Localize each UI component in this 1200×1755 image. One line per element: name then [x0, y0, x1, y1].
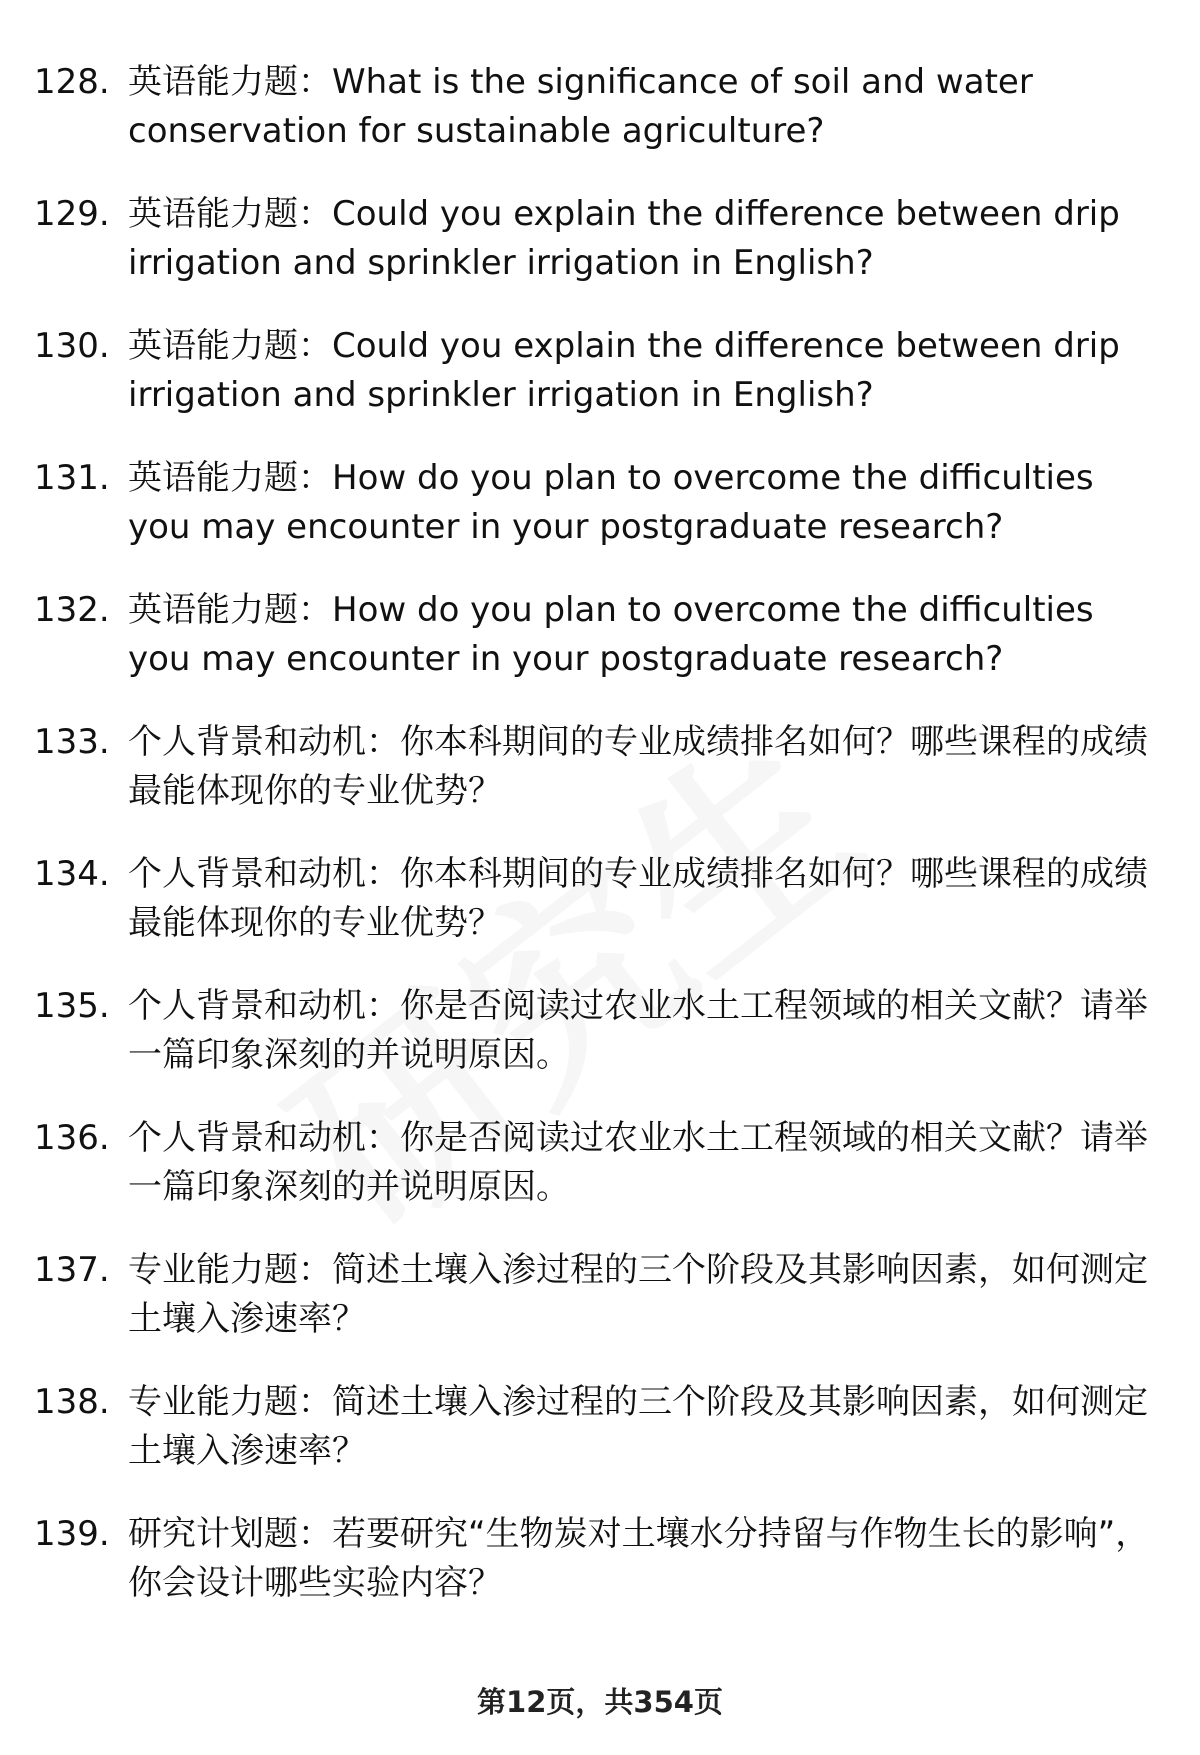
question-list — [34, 58, 1164, 1642]
question-text: 英语能力题：Could you explain the difference between drip irrigation and sprinkler irrigation in English? — [128, 326, 1120, 415]
question-number: 128. — [34, 62, 110, 102]
question-text: 英语能力题：What is the significance of soil and water conservation for sustainable agriculture? — [128, 62, 1033, 151]
question-number: 133. — [34, 722, 110, 762]
question-item — [34, 1378, 1164, 1510]
question-text: 英语能力题：How do you plan to overcome the difficulties you may encounter in your postgraduate research? — [128, 458, 1094, 547]
question-text: 专业能力题：简述土壤入渗过程的三个阶段及其影响因素，如何测定土壤入渗速率？ — [128, 1382, 1148, 1471]
question-item — [34, 190, 1164, 322]
question-item — [34, 322, 1164, 454]
question-number: 130. — [34, 326, 110, 366]
question-text: 个人背景和动机：你本科期间的专业成绩排名如何？哪些课程的成绩最能体现你的专业优势？ — [128, 854, 1148, 943]
question-number: 135. — [34, 986, 110, 1026]
question-number: 131. — [34, 458, 110, 498]
question-text: 个人背景和动机：你是否阅读过农业水土工程领域的相关文献？请举一篇印象深刻的并说明原因。 — [128, 1118, 1148, 1207]
question-text: 英语能力题：Could you explain the difference between drip irrigation and sprinkler irrigation in English? — [128, 194, 1120, 283]
question-number: 129. — [34, 194, 110, 234]
question-item — [34, 850, 1164, 982]
question-item — [34, 454, 1164, 586]
page-footer: 第12页，共354页 — [477, 1685, 723, 1719]
question-item — [34, 1510, 1164, 1642]
question-number: 137. — [34, 1250, 110, 1290]
question-text: 个人背景和动机：你本科期间的专业成绩排名如何？哪些课程的成绩最能体现你的专业优势？ — [128, 722, 1148, 811]
question-text: 英语能力题：How do you plan to overcome the difficulties you may encounter in your postgraduate research? — [128, 590, 1094, 679]
question-item — [34, 1246, 1164, 1378]
question-number: 134. — [34, 854, 110, 894]
question-number: 139. — [34, 1514, 110, 1554]
question-text: 个人背景和动机：你是否阅读过农业水土工程领域的相关文献？请举一篇印象深刻的并说明原因。 — [128, 986, 1148, 1075]
question-number: 138. — [34, 1382, 110, 1422]
question-item — [34, 586, 1164, 718]
question-number: 136. — [34, 1118, 110, 1158]
question-text: 专业能力题：简述土壤入渗过程的三个阶段及其影响因素，如何测定土壤入渗速率？ — [128, 1250, 1148, 1339]
question-item — [34, 1114, 1164, 1246]
question-number: 132. — [34, 590, 110, 630]
question-item — [34, 58, 1164, 190]
question-text: 研究计划题：若要研究“生物炭对土壤水分持留与作物生长的影响”，你会设计哪些实验内容？ — [128, 1514, 1150, 1603]
question-item — [34, 718, 1164, 850]
question-item — [34, 982, 1164, 1114]
